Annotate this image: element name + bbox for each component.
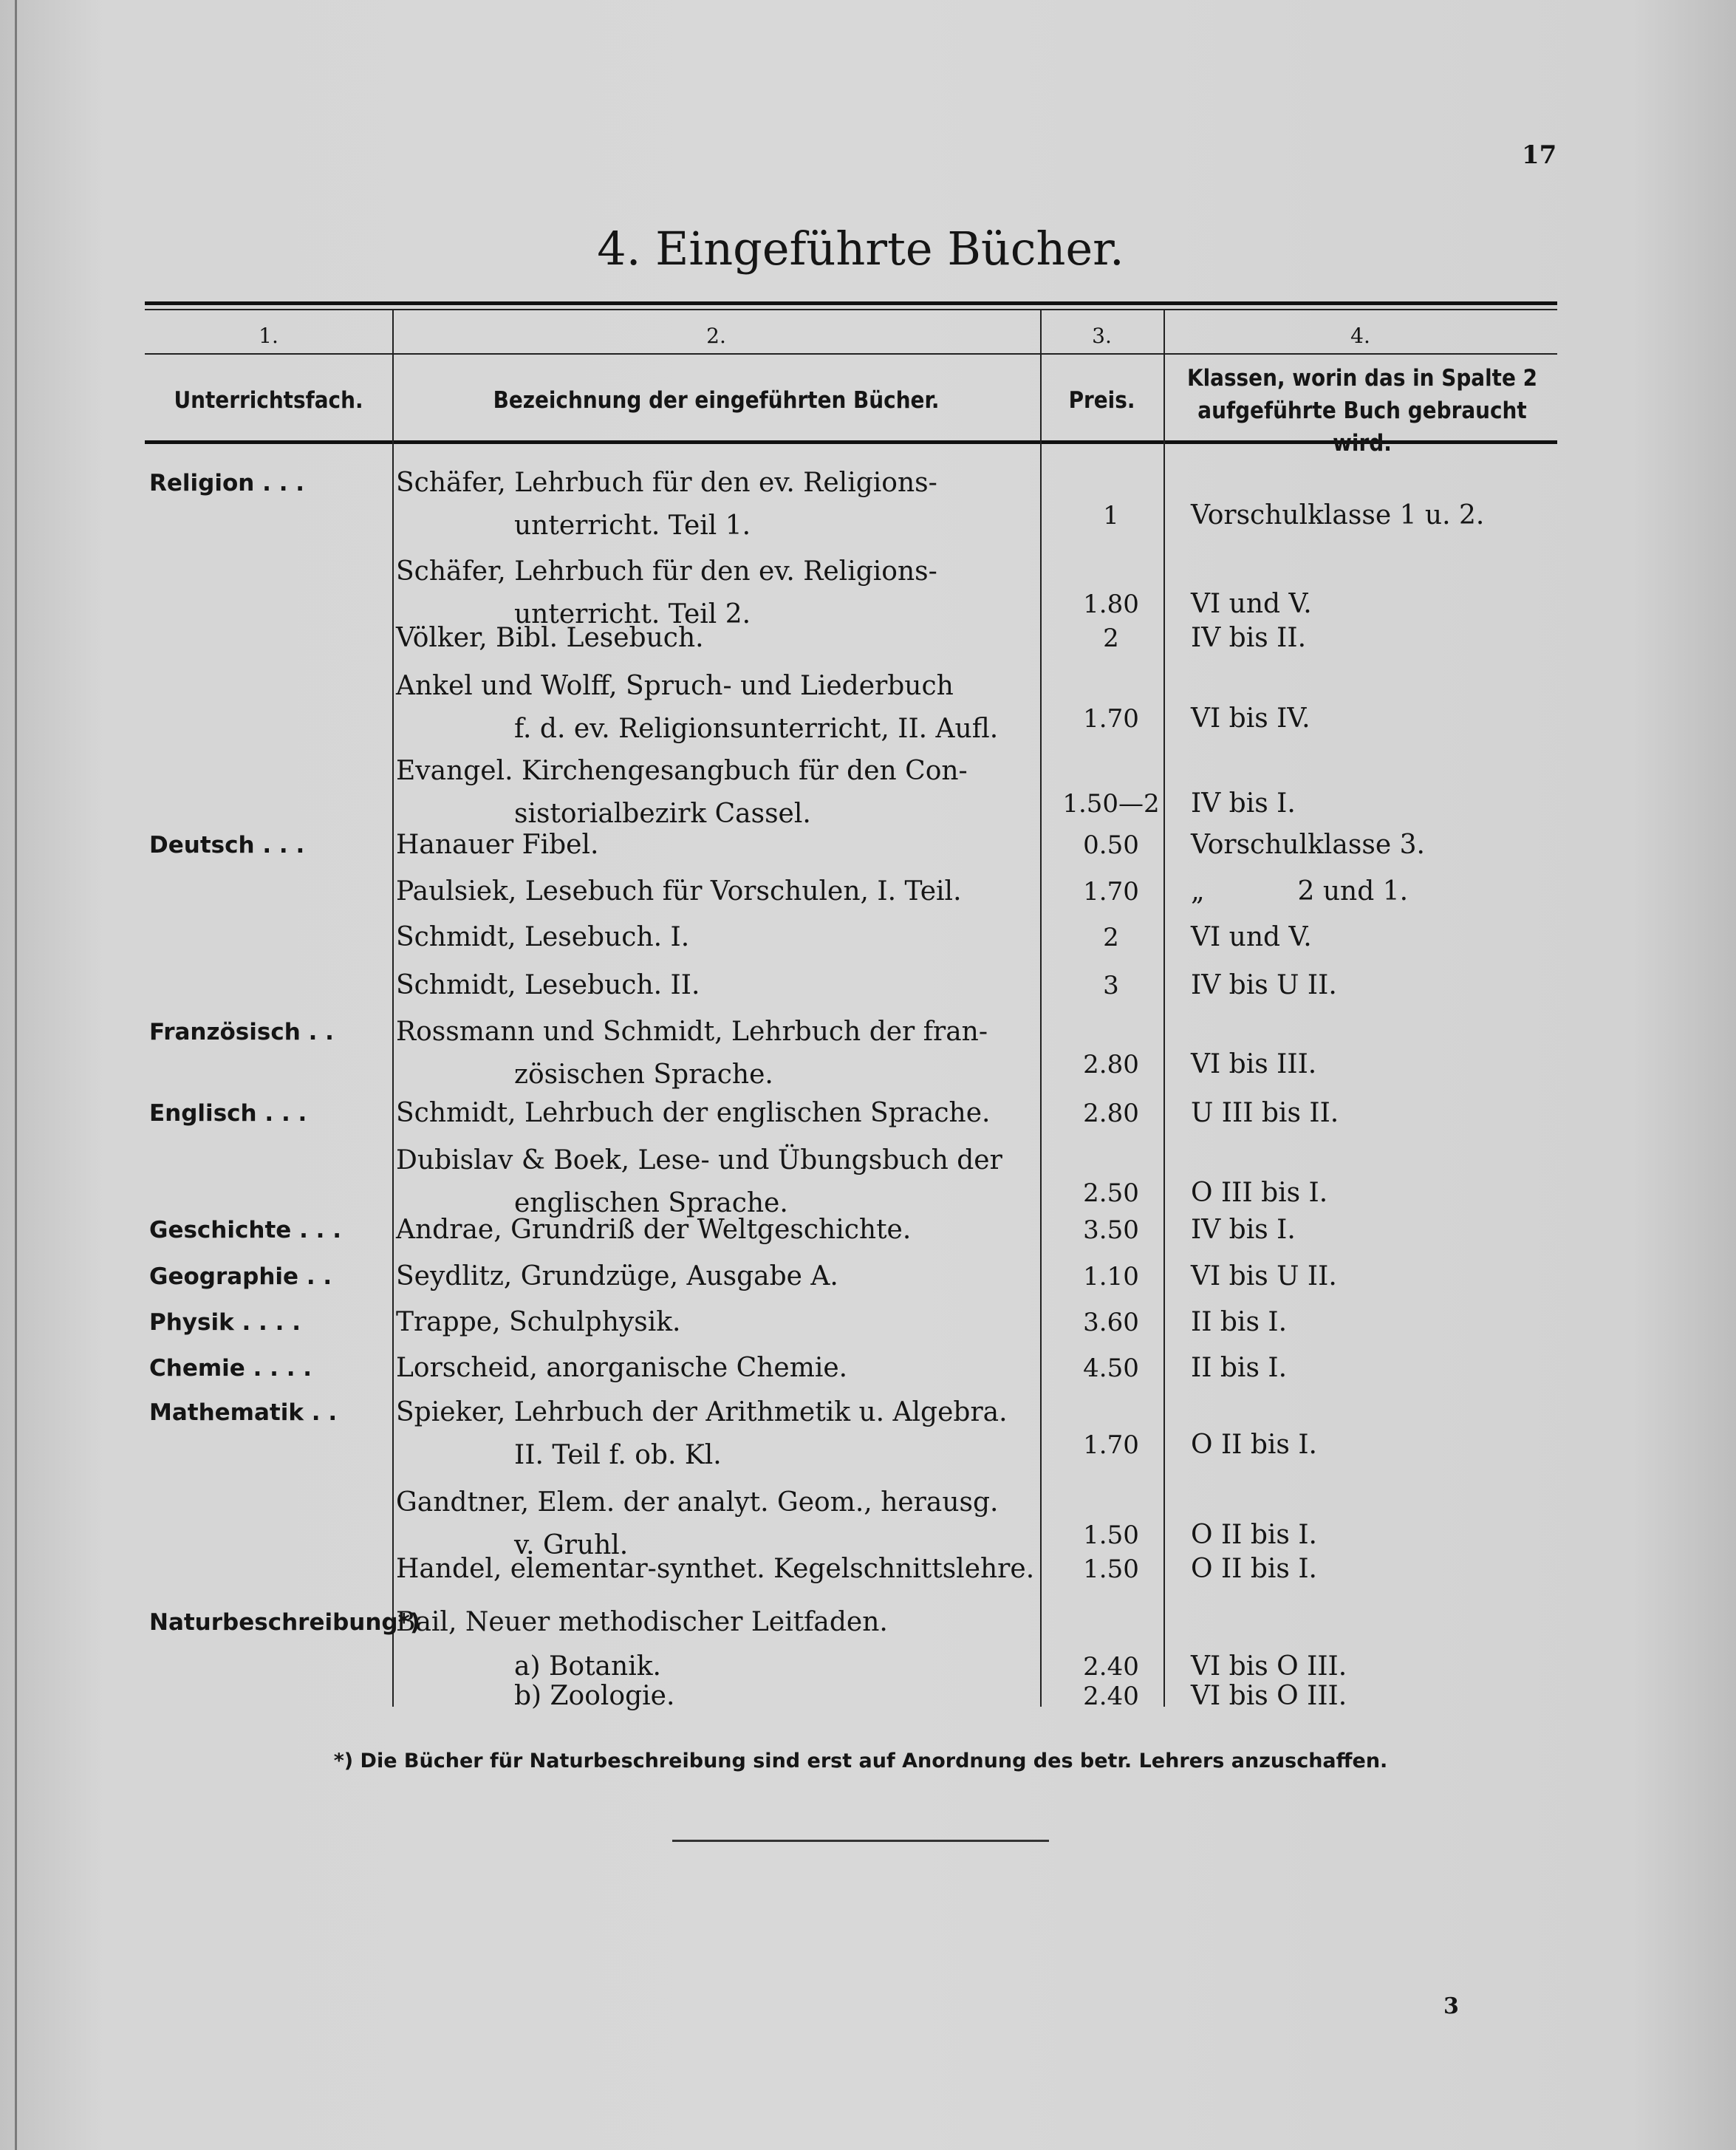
row-price: 4.50 bbox=[1083, 1354, 1139, 1383]
row-subject: Deutsch . . . bbox=[149, 832, 305, 859]
row-price: 1.50 bbox=[1083, 1521, 1139, 1550]
row-price: 1.50—2 bbox=[1062, 789, 1160, 819]
row-classes: VI bis III. bbox=[1191, 1049, 1317, 1079]
column-number-1: 1. bbox=[259, 324, 278, 348]
book-title-line-1: Schmidt, Lesebuch. II. bbox=[396, 970, 700, 1000]
row-classes: O II bis I. bbox=[1191, 1554, 1317, 1584]
book-title-line-2: II. Teil f. ob. Kl. bbox=[514, 1440, 722, 1470]
row-classes: II bis I. bbox=[1191, 1307, 1288, 1337]
row-classes: Vorschulklasse 3. bbox=[1191, 830, 1425, 860]
book-title-line-2: zösischen Sprache. bbox=[514, 1059, 773, 1090]
book-title-line-2: f. d. ev. Religionsunterricht, II. Aufl. bbox=[514, 714, 999, 744]
book-title-line-1: Hanauer Fibel. bbox=[396, 830, 599, 860]
page-edge bbox=[15, 0, 17, 2150]
row-price: 2.40 bbox=[1083, 1682, 1139, 1711]
row-price: 3.60 bbox=[1083, 1308, 1139, 1337]
book-title-line-2: sistorialbezirk Cassel. bbox=[514, 799, 811, 829]
row-classes: VI bis O III. bbox=[1191, 1651, 1347, 1682]
book-title-line-1: Seydlitz, Grundzüge, Ausgabe A. bbox=[396, 1261, 838, 1291]
book-title-line-1: Evangel. Kirchengesangbuch für den Con- bbox=[396, 756, 968, 786]
column-divider-1 bbox=[392, 310, 394, 1707]
row-price: 1.10 bbox=[1083, 1262, 1139, 1291]
row-price: 1.50 bbox=[1083, 1555, 1139, 1584]
column-number-3: 3. bbox=[1092, 324, 1112, 348]
book-title-line-1: Dubislav & Boek, Lese- und Übungsbuch der bbox=[396, 1145, 1002, 1175]
row-price: 1.70 bbox=[1083, 1430, 1139, 1460]
header-classes: Klassen, worin das in Spalte 2 aufgeführte Buch gebraucht wird. bbox=[1186, 365, 1538, 457]
closing-rule bbox=[672, 1840, 1049, 1842]
book-title-line-2: unterricht. Teil 1. bbox=[514, 511, 751, 541]
row-subject: Mathematik . . bbox=[149, 1399, 338, 1426]
book-title-line-1: Schäfer, Lehrbuch für den ev. Religions- bbox=[396, 468, 937, 498]
book-title-line-2: b) Zoologie. bbox=[514, 1681, 675, 1711]
row-subject: Naturbeschreibung*) bbox=[149, 1609, 420, 1636]
row-price: 1 bbox=[1103, 501, 1119, 530]
page-number: 17 bbox=[1522, 140, 1557, 170]
book-title-line-2: a) Botanik. bbox=[514, 1651, 661, 1682]
row-price: 1.80 bbox=[1083, 590, 1139, 619]
column-number-2: 2. bbox=[706, 324, 726, 348]
row-price: 0.50 bbox=[1083, 830, 1139, 860]
row-price: 2 bbox=[1103, 624, 1119, 653]
footnote: *) Die Bücher für Naturbeschreibung sind erst auf Anordnung des betr. Lehrers anzuschaffen. bbox=[333, 1750, 1388, 1772]
page-title: 4. Eingeführte Bücher. bbox=[597, 222, 1124, 276]
row-classes: O III bis I. bbox=[1191, 1178, 1328, 1208]
book-title-line-1: Ankel und Wolff, Spruch- und Liederbuch bbox=[396, 671, 954, 701]
book-title-line-2: v. Gruhl. bbox=[514, 1530, 629, 1560]
book-title-line-2: englischen Sprache. bbox=[514, 1188, 788, 1218]
column-number-4: 4. bbox=[1350, 324, 1370, 348]
signature-mark: 3 bbox=[1443, 1993, 1459, 2019]
row-classes: IV bis U II. bbox=[1191, 970, 1337, 1000]
row-classes: VI bis IV. bbox=[1191, 703, 1310, 734]
book-title-line-1: Schmidt, Lesebuch. I. bbox=[396, 922, 690, 952]
row-classes: VI bis U II. bbox=[1191, 1261, 1337, 1291]
row-classes: VI bis O III. bbox=[1191, 1681, 1347, 1711]
row-classes: U III bis II. bbox=[1191, 1098, 1339, 1128]
row-classes: IV bis I. bbox=[1191, 788, 1296, 819]
row-subject: Physik . . . . bbox=[149, 1309, 301, 1336]
row-book-title bbox=[396, 1601, 1164, 1644]
book-title-line-1: Gandtner, Elem. der analyt. Geom., herausg. bbox=[396, 1487, 999, 1518]
row-price: 2.40 bbox=[1083, 1652, 1139, 1682]
row-price: 3.50 bbox=[1083, 1215, 1139, 1245]
row-classes: IV bis II. bbox=[1191, 623, 1307, 653]
book-title-line-1: Paulsiek, Lesebuch für Vorschulen, I. Teil. bbox=[396, 876, 962, 907]
row-price: 2.50 bbox=[1083, 1178, 1139, 1208]
book-title-line-1: Trappe, Schulphysik. bbox=[396, 1307, 681, 1337]
row-price: 2 bbox=[1103, 923, 1119, 952]
row-subject: Geschichte . . . bbox=[149, 1217, 341, 1243]
row-subject: Geographie . . bbox=[149, 1263, 332, 1290]
book-title-line-1: Andrae, Grundriß der Weltgeschichte. bbox=[396, 1215, 912, 1245]
book-title-line-1: Handel, elementar-synthet. Kegelschnittslehre. bbox=[396, 1554, 1035, 1584]
row-subject: Französisch . . bbox=[149, 1019, 334, 1045]
book-title-line-1: Bail, Neuer methodischer Leitfaden. bbox=[396, 1607, 888, 1637]
row-classes: O II bis I. bbox=[1191, 1430, 1317, 1460]
book-title-line-1: Spieker, Lehrbuch der Arithmetik u. Algebra. bbox=[396, 1397, 1008, 1427]
row-classes: IV bis I. bbox=[1191, 1215, 1296, 1245]
book-title-line-1: Rossmann und Schmidt, Lehrbuch der fran- bbox=[396, 1017, 988, 1047]
row-classes: VI und V. bbox=[1191, 589, 1312, 619]
book-title-line-2: unterricht. Teil 2. bbox=[514, 599, 751, 629]
row-subject: Chemie . . . . bbox=[149, 1355, 312, 1382]
row-classes: VI und V. bbox=[1191, 922, 1312, 952]
row-price: 2.80 bbox=[1083, 1099, 1139, 1128]
header-book: Bezeichnung der eingeführten Bücher. bbox=[493, 387, 940, 414]
header-price: Preis. bbox=[1068, 387, 1135, 414]
row-subject: Englisch . . . bbox=[149, 1100, 307, 1127]
row-price: 1.70 bbox=[1083, 877, 1139, 907]
book-title-line-1: Völker, Bibl. Lesebuch. bbox=[396, 623, 704, 653]
row-price: 3 bbox=[1103, 971, 1119, 1000]
row-price: 1.70 bbox=[1083, 704, 1139, 734]
book-title-line-1: Lorscheid, anorganische Chemie. bbox=[396, 1353, 848, 1383]
row-classes: „ 2 und 1. bbox=[1191, 876, 1409, 907]
table-top-rule bbox=[145, 301, 1557, 305]
header-subject: Unterrichtsfach. bbox=[174, 387, 363, 414]
book-title-line-1: Schäfer, Lehrbuch für den ev. Religions- bbox=[396, 556, 937, 587]
book-title-line-1: Schmidt, Lehrbuch der englischen Sprache. bbox=[396, 1098, 991, 1128]
row-subject: Religion . . . bbox=[149, 470, 305, 496]
row-classes: O II bis I. bbox=[1191, 1520, 1317, 1550]
table-top-rule-thin bbox=[145, 309, 1557, 310]
row-price: 2.80 bbox=[1083, 1050, 1139, 1079]
row-classes: Vorschulklasse 1 u. 2. bbox=[1191, 500, 1485, 530]
column-number-rule bbox=[145, 353, 1557, 355]
row-classes: II bis I. bbox=[1191, 1353, 1288, 1383]
